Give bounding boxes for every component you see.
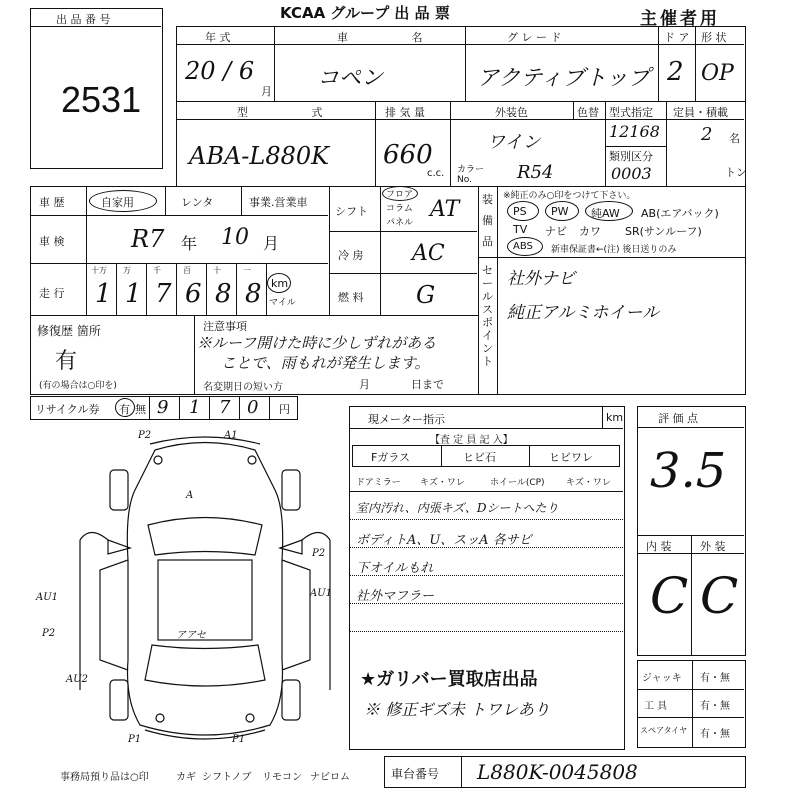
shape-label: 形 状: [701, 31, 727, 44]
capacity-value: 2: [701, 124, 713, 145]
drive-spec-block: [329, 186, 479, 316]
meter-label: 現メーター指示: [368, 413, 445, 426]
lot-number-box: [30, 8, 163, 169]
score-label: 評 価 点: [658, 412, 698, 425]
equip-warranty: 新車保証書←(注) 後日送りのみ: [551, 245, 677, 255]
history-option-business: 事業.営業車: [249, 196, 308, 209]
inspector-box: [349, 406, 625, 750]
inspection-label: 車 検: [39, 235, 65, 248]
color-change-label: 色替: [577, 106, 599, 119]
mileage-digit-5: 8: [215, 279, 232, 309]
diagram-mark-6: AU1: [310, 588, 333, 599]
footer-item-navi-rom: ナビロム: [310, 772, 350, 783]
model-label: 型 式: [237, 106, 353, 119]
diagram-mark-8: AU2: [66, 674, 89, 685]
grade-value: アクティブトップ: [477, 66, 650, 91]
repair-note: (有の場合は○印を): [39, 381, 117, 391]
equip-ps: PS: [513, 205, 527, 218]
color-no-value: R54: [517, 162, 554, 183]
vehicle-basic-row: [176, 26, 746, 102]
equip-kawa: カワ: [579, 225, 601, 238]
year-value: 20 / 6: [185, 57, 255, 85]
jack-options: 有・無: [700, 673, 730, 684]
mileage-digit-3: 7: [155, 279, 172, 309]
footer-item-remote: リモコン: [262, 772, 302, 783]
history-selected-circle: [89, 190, 157, 212]
color-no-label: カラー No.: [457, 165, 485, 185]
doors-value: 2: [667, 57, 684, 87]
year-label: 年 式: [205, 31, 231, 44]
chassis-label: 車台番号: [391, 767, 440, 781]
spare-label: スペアタイヤ: [640, 726, 688, 735]
category-label: 類別区分: [609, 150, 653, 163]
model-value: ABA-L880K: [189, 142, 330, 170]
spare-options: 有・無: [700, 729, 730, 740]
ac-value: AC: [412, 241, 445, 266]
fuel-value: G: [416, 281, 436, 309]
shift-value: AT: [430, 197, 460, 222]
digit-label-100k: 十万: [91, 266, 107, 275]
category-value: 0003: [611, 164, 652, 183]
shift-selected-circle: [382, 186, 418, 201]
diagram-mark-10: P1: [128, 734, 142, 745]
recycle-digit-2: 1: [189, 397, 201, 418]
equip-abs: ABS: [513, 241, 533, 252]
mileage-digit-4: 6: [185, 279, 202, 309]
tools-box: [637, 660, 746, 748]
digit-label-1: 一: [243, 266, 251, 275]
organizer-label: 主催者用: [640, 9, 720, 29]
shift-option-panel: パネル: [386, 218, 414, 228]
notes-line-2: ことで、雨もれが発生します。: [221, 354, 430, 372]
model-spec-row: [176, 101, 746, 187]
displacement-label: 排 気 量: [385, 106, 425, 119]
sales-point-1: 社外ナビ: [507, 269, 575, 289]
type-spec-label: 型式指定: [609, 106, 653, 119]
history-option-private: 自家用: [101, 196, 134, 209]
shape-value: OP: [701, 61, 734, 86]
car-diagram: [60, 430, 350, 760]
diagram-mark-3: A: [186, 490, 194, 501]
history-option-rental: レンタ: [181, 196, 214, 209]
exterior-color-label: 外装色: [495, 106, 528, 119]
ac-label: 冷 房: [338, 249, 364, 262]
history-label: 車 歴: [39, 196, 65, 209]
gulliver-title: ★ガリバー買取店出品: [360, 669, 538, 690]
repair-label: 修復歴 箇所: [37, 324, 101, 338]
diagram-mark-2: A1: [224, 430, 238, 441]
color-value: ワイン: [487, 132, 541, 153]
wheel-damage: キズ・ワレ: [566, 478, 611, 488]
mirror-damage: キズ・ワレ: [420, 478, 465, 488]
chassis-value: L880K-0045808: [477, 760, 638, 784]
digit-label-100: 百: [183, 266, 191, 275]
windshield-row: [352, 445, 620, 467]
notes-line-1: ※ルーフ開けた時に少しずれがある: [197, 334, 437, 352]
digit-label-10k: 万: [123, 266, 131, 275]
equip-abs-circle: [507, 237, 543, 256]
grade-label: グ レ ー ド: [507, 31, 562, 44]
mileage-digit-1: 1: [95, 279, 112, 309]
car-name-value: コペン: [317, 66, 384, 91]
equip-tv: TV: [513, 223, 528, 236]
sales-point-2: 純正アルミホイール: [507, 303, 659, 323]
tools-options: 有・無: [700, 701, 730, 712]
inspection-year-unit: 年: [181, 234, 198, 253]
inspector-header: 【査 定 員 記 入】: [430, 435, 513, 446]
scores-box: [637, 406, 746, 656]
equip-ab: AB(エアバック): [641, 207, 719, 220]
recycle-option-yes: 有: [119, 403, 130, 416]
repair-notes-block: [30, 315, 479, 395]
lot-number-label: 出 品 番 号: [56, 13, 111, 26]
recycle-digit-3: 7: [219, 397, 231, 418]
diagram-mark-11: P1: [232, 734, 246, 745]
recycle-option-no: 無: [135, 403, 146, 416]
equip-aw-circle: [585, 201, 633, 221]
windshield-label: Fガラス: [371, 451, 410, 464]
footer-item-shift-knob: シフトノブ: [202, 772, 252, 783]
interior-score: C: [650, 567, 689, 625]
wheel-label: ホイール(CP): [490, 478, 545, 488]
comment-1: 室内汚れ、内張キズ、Dシートへたり: [356, 501, 559, 515]
notes-label: 注意事項: [203, 320, 247, 333]
comment-4: 社外マフラー: [356, 589, 435, 604]
equip-pw-circle: [545, 201, 579, 221]
cc-unit: c.c.: [427, 168, 445, 179]
recycle-unit: 円: [279, 403, 290, 416]
notes-day-unit: 日まで: [411, 378, 444, 391]
recycle-selected-circle: [115, 398, 135, 417]
mileage-digit-2: 1: [125, 279, 142, 309]
sales-points-box: [478, 257, 746, 395]
short-period-label: 名変期日の短い方: [203, 382, 283, 393]
equip-aw: 純AW: [591, 207, 620, 220]
recycle-digit-1: 9: [157, 397, 169, 418]
mileage-label: 走 行: [39, 287, 65, 300]
equip-pw: PW: [551, 205, 569, 218]
form-title: KCAA グループ 出 品 票: [280, 4, 450, 22]
windshield-crack: ヒビワレ: [549, 451, 593, 464]
fuel-label: 燃 料: [338, 291, 364, 304]
mileage-unit-km: km: [271, 277, 289, 290]
recycle-row: [30, 396, 298, 420]
diagram-mark-1: P2: [138, 430, 152, 441]
windshield-chip: ヒビ石: [463, 451, 496, 464]
footer-item-key: カギ: [176, 772, 196, 783]
mileage-unit-mile: マイル: [269, 298, 296, 308]
exterior-label: 外 装: [700, 540, 726, 553]
shift-option-column: コラム: [386, 204, 413, 214]
digit-label-10: 十: [213, 266, 221, 275]
inspection-value: R7: [131, 225, 165, 253]
mileage-digit-6: 8: [245, 279, 262, 309]
mirror-label: ドアミラー: [356, 478, 401, 488]
repair-value: 有: [55, 349, 78, 374]
diagram-mark-9: アアセ: [176, 630, 206, 641]
capacity-unit: 名: [729, 132, 740, 145]
month-unit: 月: [261, 85, 272, 98]
tools-label: 工 具: [644, 701, 668, 712]
comment-2: ボディトA、U、スッA 各サビ: [356, 533, 532, 548]
lot-number: 2531: [61, 79, 142, 120]
meter-unit: km: [606, 411, 624, 424]
interior-label: 内 装: [646, 540, 672, 553]
equipment-box: [478, 186, 746, 258]
vehicle-status-block: [30, 186, 330, 316]
overall-score: 3.5: [650, 443, 727, 499]
displacement-value: 660: [383, 140, 433, 170]
recycle-digit-4: 0: [247, 397, 259, 418]
equipment-note: ※純正のみ○印をつけて下さい。: [503, 191, 636, 201]
jack-label: ジャッキ: [642, 673, 682, 684]
digit-label-1k: 千: [153, 266, 161, 275]
type-spec-value: 12168: [609, 122, 660, 141]
footer-note: 事務局預り品は○印: [60, 772, 149, 783]
diagram-mark-7: P2: [42, 628, 56, 639]
sales-points-label: セールスポイント: [482, 264, 493, 368]
diagram-mark-5: AU1: [36, 592, 59, 603]
ton-unit: トン: [725, 166, 747, 179]
equip-navi: ナビ: [545, 225, 567, 238]
exterior-score: C: [700, 567, 739, 625]
capacity-label: 定員・積載: [673, 106, 728, 119]
comment-3: 下オイルもれ: [356, 561, 434, 576]
doors-label: ド ア: [664, 31, 690, 44]
notes-month-unit: 月: [359, 378, 370, 391]
gulliver-note: ※ 修正ギズ未 トワレあり: [364, 700, 550, 719]
equip-sr: SR(サンルーフ): [625, 225, 702, 238]
shift-label: シフト: [335, 205, 368, 218]
chassis-box: [384, 756, 746, 788]
car-name-label: 車 名: [337, 31, 453, 44]
inspection-month-value: 10: [221, 225, 249, 250]
equipment-side-label: 装 備 品: [482, 193, 493, 248]
recycle-label: リサイクル券: [35, 403, 100, 416]
equip-ps-circle: [507, 201, 539, 221]
mileage-unit-circle: [267, 273, 291, 293]
inspection-month-unit: 月: [263, 234, 280, 253]
shift-option-floor: フロア: [386, 190, 414, 200]
diagram-mark-4: P2: [312, 548, 326, 559]
